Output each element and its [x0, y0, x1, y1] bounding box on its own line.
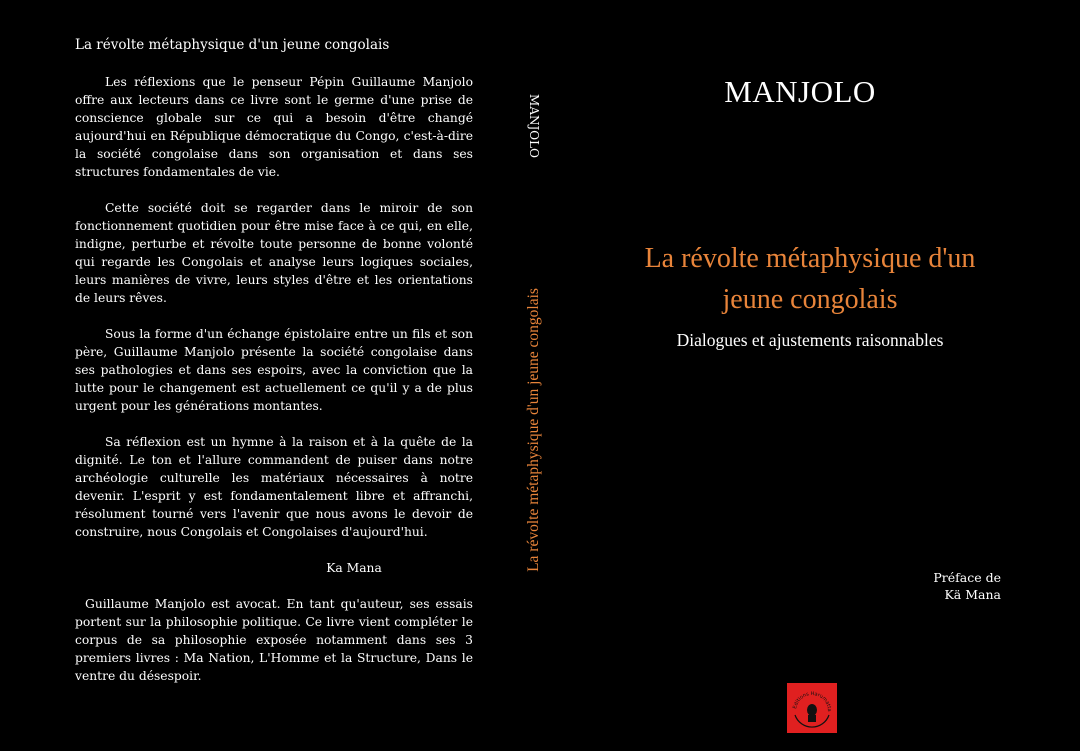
publisher-logo — [787, 683, 837, 733]
author-bio: Guillaume Manjolo est avocat. En tant qu'auteur, ses essais portent sur la philosophie politique. Ce livre vient compléter le corpus de sa philosophie exposée notamment dans ses 3 premiers livres : Ma Nation, L'Homme et la Structure, Dans le ventre du désespoir. — [75, 597, 473, 683]
publisher-logo-icon — [787, 683, 837, 733]
signature: Ka Mana — [326, 561, 382, 575]
back-cover-heading: La révolte métaphysique d'un jeune congolais — [75, 37, 390, 53]
spine-title — [520, 262, 548, 598]
title-line: La révolte métaphysique d'un — [644, 243, 976, 274]
spine-author — [524, 93, 544, 159]
paragraph: Les réflexions que le penseur Pépin Guillaume Manjolo offre aux lecteurs dans ce livre sont le germe d'une prise de conscience globale sur ce qui a besoin d'être changé aujourd'hui en République démocratique du Congo, c'est-à-dire la société congolaise dans son organisation et dans ses structures fondamentales de vie. — [75, 75, 473, 179]
front-subtitle: Dialogues et ajustements raisonnables — [676, 330, 944, 350]
back-cover — [75, 36, 473, 703]
title-line: jeune congolais — [722, 284, 898, 315]
preface-label: Préface de — [933, 570, 1001, 585]
paragraph: Sa réflexion est un hymne à la raison et à la quête de la dignité. Le ton et l'allure commandent de puiser dans notre archéologie culturelle les matériaux nécessaires à notre devenir. L'esprit y est fondamentalement libre et affranchi, résolument tourné vers l'avenir que nous avons le devoir de construire, nous Congolais et Congolaises d'aujourd'hui. — [75, 435, 473, 539]
publisher-logo-text-path: Editions Harumatta — [792, 690, 833, 712]
spine-author-text: MANJOLO — [527, 94, 541, 158]
front-title — [600, 238, 1020, 320]
preface — [933, 569, 1001, 603]
paragraph: Cette société doit se regarder dans le miroir de son fonctionnement quotidien pour être mise face à ce qui, en elle, indigne, perturbe et révolte toute personne de bonne volonté qui regarde les Congolais et analyse leurs logiques sociales, leurs manières de vivre, leurs styles d'être et les orientations de leurs rêves. — [75, 201, 473, 305]
spine-title-text: La révolte métaphysique d'un jeune congolais — [525, 288, 542, 572]
preface-author: Kä Mana — [944, 587, 1001, 602]
paragraph: Sous la forme d'un échange épistolaire entre un fils et son père, Guillaume Manjolo présente la société congolaise dans ses pathologies et dans ses espoirs, avec la conviction que la lutte pour le changement est actuellement ce qu'il y a de plus urgent pour les générations montantes. — [75, 327, 473, 413]
front-author: MANJOLO — [724, 74, 876, 109]
